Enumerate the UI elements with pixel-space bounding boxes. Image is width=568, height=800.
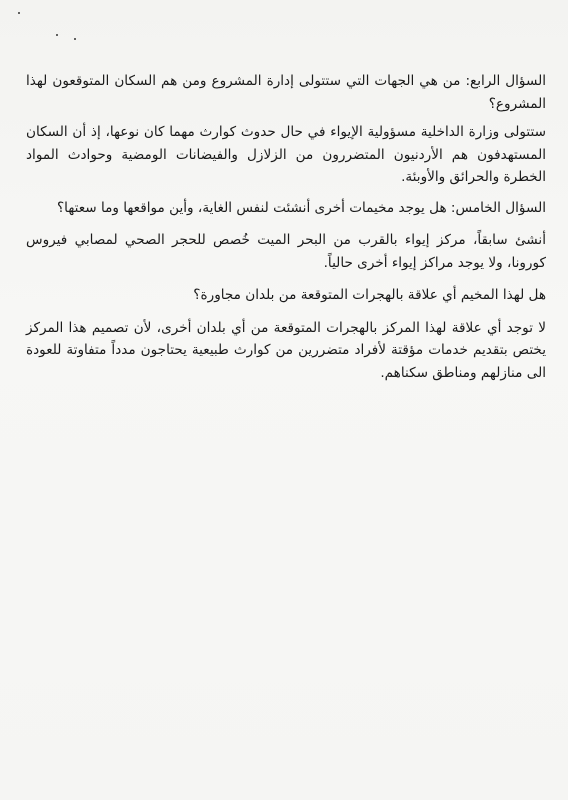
question-sixth: هل لهذا المخيم أي علاقة بالهجرات المتوقعة من بلدان مجاورة؟ — [193, 287, 546, 303]
answer-sixth: لا توجد أي علاقة لهذا المركز بالهجرات المتوقعة من أي بلدان أخرى، لأن تصميم هذا المركز يختص بتقديم خدمات مؤقتة لأفراد متضررين من كوارث طبيعية يحتاجون مدداً متفاوتة للعودة الى منازلهم ومناطق سكناهم. — [26, 319, 546, 381]
answer-fourth: ستتولى وزارة الداخلية مسؤولية الإيواء في حال حدوث كوارث مهما كان نوعها، إذ أن السكان المستهدفون هم الأردنيون المتضررون من الزلازل والفيضانات الومضية وحوادث المواد الخطرة والحرائق والأوبئة. — [26, 124, 546, 185]
scan-speck — [56, 34, 58, 36]
document-body — [26, 70, 546, 384]
question-fifth: السؤال الخامس: هل يوجد مخيمات أخرى أنشئت لنفس الغاية، وأين مواقعها وما سعتها؟ — [56, 199, 546, 216]
scan-speck — [18, 12, 20, 14]
scan-speck — [74, 38, 76, 40]
answer-fifth: أنشئ سابقاً، مركز إيواء بالقرب من البحر الميت خُصص للحجر الصحي لمصابي فيروس كورونا، ولا يوجد مراكز إيواء أخرى حالياً. — [26, 232, 546, 271]
question-fourth: السؤال الرابع: من هي الجهات التي ستتولى إدارة المشروع ومن هم السكان المتوقعون لهذا المشروع؟ — [26, 73, 546, 112]
